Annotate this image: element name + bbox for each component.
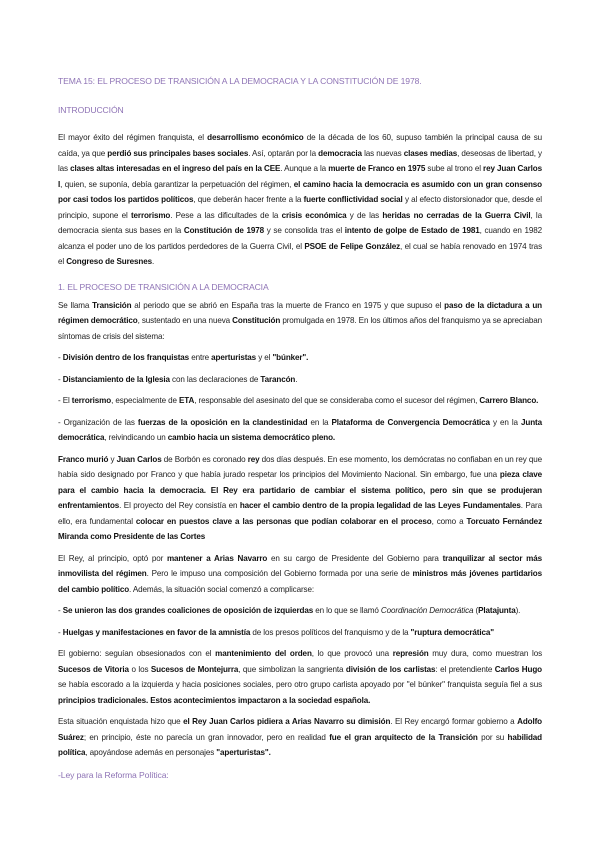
bold-text: mantenimiento del orden [215, 649, 312, 658]
bold-text: Constitución de 1978 [183, 226, 265, 235]
bold-text: Congreso de Suresnes [66, 257, 152, 266]
bold-text: tranquilizar al sector más inmovilista del régimen [58, 553, 542, 578]
bold-text: Juan Carlos [116, 454, 162, 464]
section-1-heading: 1. EL PROCESO DE TRANSICIÓN A LA DEMOCRACIA [58, 281, 269, 292]
bold-text: Sucesos de Vitoria [58, 664, 129, 674]
bold-text: Tarancón [260, 374, 296, 384]
bold-text: Distanciamiento de la Iglesia [62, 374, 170, 384]
bullet-point: - División dentro de los franquistas entre aperturistas y el "búnker". [58, 353, 309, 362]
bold-text: Franco murió [58, 454, 109, 464]
bold-text: clases altas interesadas en el ingreso del país en la CEE [70, 164, 281, 173]
paragraph: Franco murió y Juan Carlos de Borbón es coronado rey dos días después. En ese momento, los demócratas no confiaban en un rey que había sido designado por Franco y que había jurado respetar los principios del Movimiento Nacional. Sin embargo, fue una pieza clave para el cambio hacia la democracia. El Rey era partidario de cambiar el sistema político, pero sin que se produjeran enfrentamientos. El proyecto del Rey consistía en hacer el cambio dentro de la propia legalidad de las Leyes Fundamentales. Para ello, era fundamental colocar en puestos clave a las personas que podían colaborar en el proceso, como a Torcuato Fernández Miranda como Presidente de las Cortes [58, 454, 542, 541]
bold-text: Junta democrática [58, 417, 543, 442]
bold-text: rey Juan Carlos I [58, 164, 543, 189]
bold-text: Adolfo Suárez [58, 717, 542, 742]
bold-text: perdió sus principales bases sociales [107, 148, 249, 158]
bold-text: "ruptura democrática" [410, 627, 494, 637]
bold-text: terrorismo [130, 210, 171, 220]
intro-heading: INTRODUCCIÓN [58, 105, 124, 115]
bullet-point: - Se unieron las dos grandes coaliciones de oposición de izquierdas en lo que se llamó Coordinación Democrática (Platajunta). [58, 606, 521, 615]
bold-text: terrorismo [71, 396, 112, 405]
bold-text: el Rey Juan Carlos pidiera a Arias Navarro su dimisión [183, 717, 391, 726]
bold-text: fuerte conflictividad social [303, 195, 403, 204]
bold-text: fuerzas de la oposición en la clandestinidad [137, 417, 308, 427]
italic-text: Coordinación Democrática [380, 606, 474, 615]
bold-text: Sucesos de Montejurra [150, 664, 239, 674]
bold-text: Carrero Blanco. [479, 396, 539, 405]
bold-text: habilidad política [58, 732, 542, 757]
bold-text: clases medias [403, 148, 458, 158]
bold-text: ETA [179, 396, 195, 405]
bold-text: heridas no cerradas de la Guerra Civil [382, 210, 531, 220]
bold-text: Platajunta [478, 606, 516, 615]
bold-text: muerte de Franco en 1975 [328, 164, 426, 173]
bold-text: desarrollismo económico [207, 133, 304, 142]
bold-text: Huelgas y manifestaciones en favor de la amnistía [62, 627, 251, 637]
bold-text: aperturistas [211, 353, 257, 362]
bullet-point: - Distanciamiento de la Iglesia con las declaraciones de Tarancón. [58, 374, 298, 384]
bold-text: Se unieron las dos grandes coaliciones de oposición de izquierdas [62, 606, 314, 615]
bold-text: división de los carlistas [345, 664, 436, 674]
bullet-point: - Organización de las fuerzas de la oposición en la clandestinidad en la Plataforma de Convergencia Democrática y en la Junta democrática, reivindicando un cambio hacia un sistema democrático pleno. [58, 417, 543, 442]
bold-text: principios tradicionales. Estos acontecimientos impactaron a la sociedad española. [58, 695, 371, 705]
bold-text: crisis económica [281, 210, 347, 220]
bold-text: paso de la dictadura a un régimen democrático [58, 300, 542, 325]
bold-text: cambio hacia un sistema democrático pleno. [167, 433, 336, 442]
bold-text: PSOE de Felipe González [304, 241, 401, 251]
paragraph: Esta situación enquistada hizo que el Rey Juan Carlos pidiera a Arias Navarro su dimisión. El Rey encargó formar gobierno a Adolfo Suárez; en principio, éste no parecía un gran innovador, pero en realidad fue el gran arquitecto de la Transición por su habilidad política, apoyándose además en personajes "aperturistas". [58, 717, 542, 757]
bold-text: Torcuato Fernández Miranda como Presidente de las Cortes [58, 516, 542, 541]
intro-paragraph: El mayor éxito del régimen franquista, el desarrollismo económico de la década de los 60, supuso también la principal causa de su caída, ya que perdió sus principales bases sociales. Así, optarán por la democracia las nuevas clases medias, deseosas de libertad, y las clases altas interesadas en el ingreso del país en la CEE. Aunque a la muerte de Franco en 1975 sube al trono el rey Juan Carlos I, quien, se suponía, debía garantizar la perpetuación del régimen, el camino hacia la democracia es asumido con un gran consenso por casi todos los partidos políticos, que deberán hacer frente a la fuerte conflictividad social y al efecto distorsionador que, desde el principio, supone el terrorismo. Pese a las dificultades de la crisis económica y de las heridas no cerradas de la Guerra Civil, la democracia sienta sus bases en la Constitución de 1978 y se consolida tras el intento de golpe de Estado de 1981, cuando en 1982 alcanza el poder uno de los partidos perdedores de la Guerra Civil, el PSOE de Felipe González, el cual se había renovado en 1974 tras el Congreso de Suresnes. [58, 133, 543, 266]
ley-reforma-heading: -Ley para la Reforma Política: [58, 769, 169, 780]
bold-text: colocar en puestos clave a las personas que podían colaborar en el proceso [135, 516, 432, 526]
bold-text: Transición [92, 300, 132, 310]
bold-text: fue el gran arquitecto de la Transición [329, 732, 478, 742]
bold-text: rey [247, 454, 260, 464]
bold-text: División dentro de los franquistas [62, 353, 190, 362]
section-1-body [58, 298, 542, 761]
document-page [58, 72, 542, 780]
bullet-point: - Huelgas y manifestaciones en favor de la amnistía de los presos políticos del franquismo y de la "ruptura democrática" [58, 627, 494, 637]
bold-text: democracia [318, 148, 362, 158]
bold-text: "búnker". [272, 353, 309, 362]
bold-text: Constitución [232, 316, 281, 325]
document-title: TEMA 15: EL PROCESO DE TRANSICIÓN A LA DEMOCRACIA Y LA CONSTITUCIÓN DE 1978. [58, 76, 422, 86]
bold-text: "aperturistas". [216, 748, 271, 757]
bullet-point: - El terrorismo, especialmente de ETA, responsable del asesinato del que se consideraba como el sucesor del régimen, Carrero Blanco. [58, 396, 539, 405]
bold-text: hacer el cambio dentro de la propia legalidad de las Leyes Fundamentales [239, 501, 521, 510]
bold-text: Plataforma de Convergencia Democrática [331, 417, 490, 427]
paragraph: El Rey, al principio, optó por mantener a Arias Navarro en su cargo de Presidente del Gobierno para tranquilizar al sector más inmovilista del régimen. Pero le impuso una composición del Gobierno formada por una serie de ministros más jóvenes partidarios del cambio político. Además, la situación social comenzó a complicarse: [58, 553, 542, 594]
bold-text: Carlos Hugo [494, 664, 542, 674]
bold-text: el camino hacia la democracia es asumido con un gran consenso por casi todos los partidos políticos [58, 179, 543, 204]
bold-text: intento de golpe de Estado de 1981 [344, 226, 480, 235]
paragraph: El gobierno: seguían obsesionados con el mantenimiento del orden, lo que provocó una represión muy dura, como muestran los Sucesos de Vitoria o los Sucesos de Montejurra, que simbolizan la sangrienta división de los carlistas: el pretendiente Carlos Hugo se había escorado a la izquierda y hacia posiciones sociales, pero otro grupo carlista apoyado por "el búnker" franquista seguía fiel a sus principios tradicionales. Estos acontecimientos impactaron a la sociedad española. [58, 649, 543, 705]
bold-text: pieza clave para el cambio hacia la democracia. El Rey era partidario de cambiar el sistema político, pero sin que se produjeran enfrentamientos [58, 470, 542, 510]
bold-text: ministros más jóvenes partidarios del cambio político [58, 569, 542, 594]
bold-text: represión [392, 649, 429, 658]
bold-text: mantener a Arias Navarro [166, 553, 268, 563]
paragraph: Se llama Transición al periodo que se abrió en España tras la muerte de Franco en 1975 y que supuso el paso de la dictadura a un régimen democrático, sustentado en una nueva Constitución promulgada en 1978. En los últimos años del franquismo ya se apreciaban síntomas de crisis del sistema: [58, 300, 542, 341]
